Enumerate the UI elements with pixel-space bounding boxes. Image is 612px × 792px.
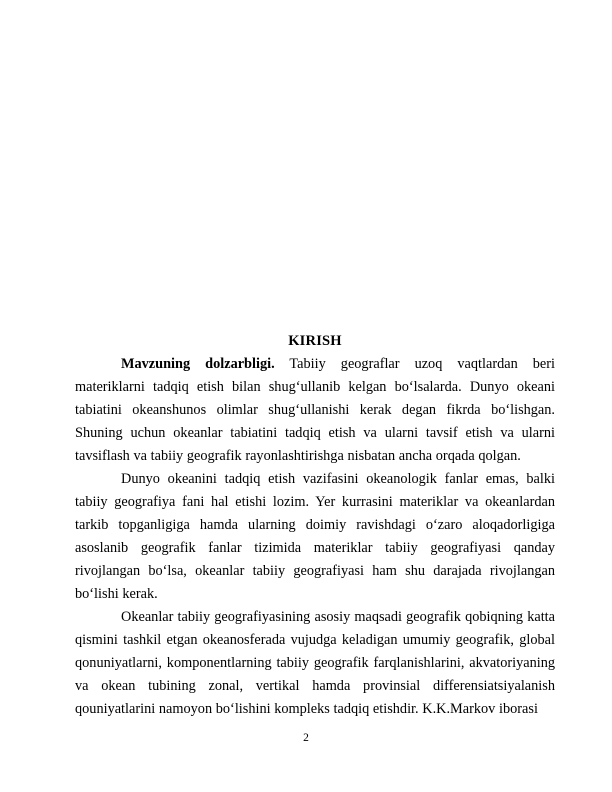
paragraph-2-text: Dunyo okeanini tadqiq etish vazifasini okeanologik fanlar emas, balki tabiiy geografiya fani hal etishi lozim. Yer kurrasini materiklar va okeanlardan tarkib topganligiga hamda ularning doimiy ravishdagi o‘zaro aloqadorligiga asoslanib geografik fanlar tizimida materiklar tabiiy geografiyasi qanday rivojlangan bo‘lsa, okeanlar tabiiy geografiyasi ham shu darajada rivojlangan bo‘lishi kerak. [75, 471, 555, 602]
paragraph-1-text: Tabiiy geograflar uzoq vaqtlardan beri materiklarni tadqiq etish bilan shug‘ullanib kelgan bo‘lsalarda. Dunyo okeani tabiatini okeanshunos olimlar shug‘ullanishi kerak degan fikrda bo‘lishgan. Shuning uchun okeanlar tabiatini tadqiq etish va ularni tavsif etish va ularni tavsiflash va tabiiy geografik rayonlashtirishga nisbatan ancha orqada qolgan. [75, 356, 555, 464]
paragraph-3 [75, 606, 555, 721]
paragraph-1 [75, 353, 555, 468]
page-title: KIRISH [288, 333, 342, 349]
paragraph-1-lead: Mavzuning dolzarbligi. [121, 356, 275, 372]
document-body [75, 330, 555, 721]
paragraph-3-text: Okeanlar tabiiy geografiyasining asosiy maqsadi geografik qobiqning katta qismini tashkil etgan okeanosferada vujudga keladigan umumiy geografik, global qonuniyatlarni, komponentlarning tabiiy geografik farqlanishlarini, akvatoriyaning va okean tubining zonal, vertikal hamda provinsial differensiatsiyalanish qouniyatlarini namoyon bo‘lishini kompleks tadqiq etishdir. K.K.Markov iborasi [75, 609, 555, 717]
page-number: 2 [303, 732, 309, 744]
paragraph-2 [75, 468, 555, 606]
